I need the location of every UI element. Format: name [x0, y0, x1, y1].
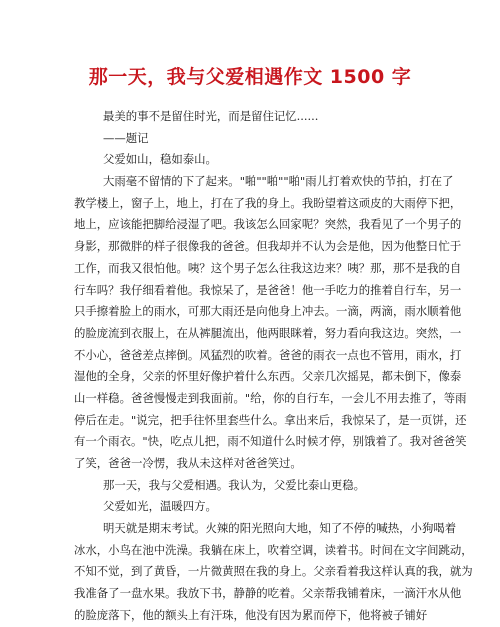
- text-line: 只手擦着脸上的雨水，可那大雨还是向他身上冲去。一滴，两滴，雨水顺着他: [74, 304, 462, 319]
- text-line: 不小心，爸爸差点摔倒。风猛烈的吹着。爸爸的雨衣一点也不管用，雨水，打: [74, 347, 462, 362]
- text-line: ——题记: [103, 130, 149, 145]
- text-line: 山一样稳。爸爸慢慢走到我面前。"给，你的自行车，一会儿不用去推了，等雨: [74, 390, 467, 405]
- text-line: 工作，而我又很怕他。咦？这个男子怎么往我这边来？咦？那，那不是我的自: [74, 260, 462, 275]
- text-line: 最美的事不是留住时光，而是留住记忆......: [103, 109, 319, 123]
- text-line: 明天就是期末考试。火辣的阳光照向大地，知了不停的喊热，小狗喝着: [103, 521, 457, 536]
- text-line: 行车吗？我仔细看着他。我惊呆了，是爸爸！他一手吃力的推着自行车，另一: [74, 282, 462, 297]
- text-line: 父爱如山，稳如泰山。: [103, 152, 217, 167]
- document-body: [74, 106, 473, 627]
- text-line: 那一天，我与父爱相遇。我认为，父爱比泰山更稳。: [103, 477, 365, 492]
- text-line: 身影，那微胖的样子很像我的爸爸。但我却并不认为会是他，因为他整日忙于: [74, 239, 462, 254]
- text-line: 湿他的全身，父亲的怀里好像护着什么东西。父亲几次摇晃，都未倒下，像泰: [74, 369, 462, 384]
- text-line: 的脸庞落下，他的额头上有汗珠，他没有因为累而停下，他将被子铺好: [74, 607, 428, 622]
- text-line: 地上，应该能把脚给浸湿了吧。我该怎么回家呢？突然，我看见了一个男子的: [74, 217, 462, 232]
- text-line: 冰水，小鸟在池中洗澡。我躺在床上，吹着空调，读着书。时间在文字间跳动，: [74, 542, 473, 557]
- text-line: 不知不觉，到了黄昏，一片微黄照在我的身上。父亲看着我这样认真的我，就为: [74, 564, 473, 579]
- text-line: 教学楼上，窗子上，地上，打在了我的身上。我盼望着这顽皮的大雨停下把，: [74, 195, 462, 210]
- text-line: 停后在走。"说完，把手往怀里套些什么。拿出来后，我惊呆了，是一页饼，还: [74, 412, 467, 427]
- text-line: 了笑，爸爸一冷愣，我从未这样对爸爸笑过。: [74, 456, 302, 470]
- text-line: 我准备了一盘水果。我放下书，静静的吃着。父亲帮我铺着床，一滴汗水从他: [74, 586, 462, 601]
- text-line: 的脸庞流到衣服上，在从裤腿流出，他两眼眯着，努力看向我这边。突然，一: [74, 325, 462, 340]
- text-line: 有一个雨衣。"快，吃点儿把，雨不知道什么时候才停，别饿着了。我对爸爸笑: [74, 434, 467, 449]
- document-title: 那一天，我与父爱相遇作文 1500 字: [88, 66, 412, 88]
- text-line: 大雨毫不留情的下了起来。"啪""啪""啪"雨儿打着欢快的节拍，打在了: [103, 174, 454, 189]
- text-line: 父爱如光，温暖四方。: [103, 499, 217, 514]
